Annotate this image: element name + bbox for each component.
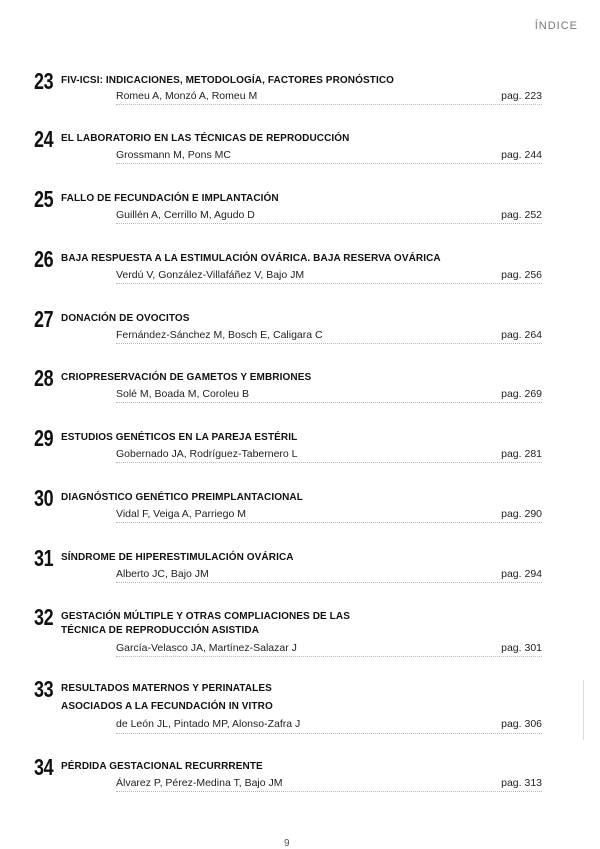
chapter-number: 34: [34, 754, 54, 780]
chapter-number: 31: [34, 545, 54, 571]
chapter-authors: Romeu A, Monzó A, Romeu M: [116, 90, 258, 102]
chapter-title: FALLO DE FECUNDACIÓN E IMPLANTACIÓN: [61, 193, 279, 204]
toc-entry: [34, 68, 542, 108]
chapter-number: 24: [34, 126, 54, 152]
chapter-number: 29: [34, 425, 54, 451]
toc-entry: [34, 246, 542, 286]
toc-entry: [34, 545, 542, 585]
chapter-authors: Guillén A, Cerrillo M, Agudo D: [116, 209, 255, 221]
chapter-page: pag. 223: [501, 90, 542, 102]
chapter-authors: Fernández-Sánchez M, Bosch E, Caligara C: [116, 329, 323, 341]
toc-entry: [34, 754, 542, 794]
chapter-number: 23: [34, 68, 54, 94]
dotted-leader: [116, 522, 542, 523]
chapter-authors: Álvarez P, Pérez-Medina T, Bajo JM: [116, 777, 283, 789]
dotted-leader: [116, 791, 542, 792]
chapter-authors: Verdú V, González-Villafáñez V, Bajo JM: [116, 269, 305, 281]
chapter-title: RESULTADOS MATERNOS Y PERINATALES: [61, 683, 272, 694]
dotted-leader: [116, 402, 542, 403]
chapter-page: pag. 269: [501, 388, 542, 400]
chapter-title-continued: TÉCNICA DE REPRODUCCIÓN ASISTIDA: [61, 625, 260, 636]
chapter-page: pag. 313: [501, 777, 542, 789]
chapter-page: pag. 301: [501, 642, 542, 654]
chapter-page: pag. 290: [501, 508, 542, 520]
chapter-page: pag. 281: [501, 448, 542, 460]
toc-entry: [34, 604, 542, 658]
dotted-leader: [116, 163, 542, 164]
section-header: ÍNDICE: [534, 20, 578, 32]
toc-entry: [34, 306, 542, 346]
chapter-title: BAJA RESPUESTA A LA ESTIMULACIÓN OVÁRICA. BAJA RESERVA OVÁRICA: [61, 253, 441, 264]
chapter-title: ESTUDIOS GENÉTICOS EN LA PAREJA ESTÉRIL: [61, 432, 298, 443]
chapter-number: 30: [34, 485, 54, 511]
dotted-leader: [116, 343, 542, 344]
chapter-page: pag. 264: [501, 329, 542, 341]
chapter-authors: Solé M, Boada M, Coroleu B: [116, 388, 250, 400]
chapter-number: 27: [34, 306, 54, 332]
dotted-leader: [116, 733, 542, 734]
chapter-title: GESTACIÓN MÚLTIPLE Y OTRAS COMPLIACIONES DE LAS: [61, 611, 350, 622]
dotted-leader: [116, 656, 542, 657]
chapter-title: PÉRDIDA GESTACIONAL RECURRRENTE: [61, 761, 263, 772]
chapter-authors: Alberto JC, Bajo JM: [116, 568, 209, 580]
toc-entry: [34, 365, 542, 405]
chapter-number: 28: [34, 365, 54, 391]
chapter-page: pag. 252: [501, 209, 542, 221]
chapter-authors: Grossmann M, Pons MC: [116, 149, 231, 161]
chapter-title: DONACIÓN DE OVOCITOS: [61, 313, 190, 324]
toc-entry: [34, 676, 542, 734]
chapter-page: pag. 244: [501, 149, 542, 161]
chapter-title: CRIOPRESERVACIÓN DE GAMETOS Y EMBRIONES: [61, 372, 312, 383]
chapter-page: pag. 306: [501, 718, 542, 730]
chapter-page: pag. 294: [501, 568, 542, 580]
dotted-leader: [116, 582, 542, 583]
chapter-title: DIAGNÓSTICO GENÉTICO PREIMPLANTACIONAL: [61, 492, 303, 503]
chapter-page: pag. 256: [501, 269, 542, 281]
chapter-authors: García-Velasco JA, Martínez-Salazar J: [116, 642, 297, 654]
margin-rule: [583, 680, 584, 740]
chapter-number: 25: [34, 186, 54, 212]
dotted-leader: [116, 283, 542, 284]
toc-entry: [34, 186, 542, 226]
chapter-authors: Gobernado JA, Rodríguez-Tabernero L: [116, 448, 298, 460]
chapter-title: EL LABORATORIO EN LAS TÉCNICAS DE REPRODUCCIÓN: [61, 133, 350, 144]
page-number: 9: [284, 838, 290, 849]
chapter-title-continued: ASOCIADOS A LA FECUNDACIÓN IN VITRO: [61, 701, 273, 712]
chapter-authors: Vidal F, Veiga A, Parriego M: [116, 508, 246, 520]
chapter-authors: de León JL, Pintado MP, Alonso-Zafra J: [116, 718, 301, 730]
dotted-leader: [116, 223, 542, 224]
chapter-number: 32: [34, 604, 54, 630]
chapter-title: SÍNDROME DE HIPERESTIMULACIÓN OVÁRICA: [61, 552, 294, 563]
chapter-number: 26: [34, 246, 54, 272]
toc-entry: [34, 126, 542, 166]
chapter-title: FIV-ICSI: INDICACIONES, METODOLOGÍA, FACTORES PRONÓSTICO: [61, 75, 395, 86]
toc-entry: [34, 485, 542, 525]
dotted-leader: [116, 104, 542, 105]
toc-entry: [34, 425, 542, 465]
chapter-number: 33: [34, 676, 54, 702]
dotted-leader: [116, 462, 542, 463]
